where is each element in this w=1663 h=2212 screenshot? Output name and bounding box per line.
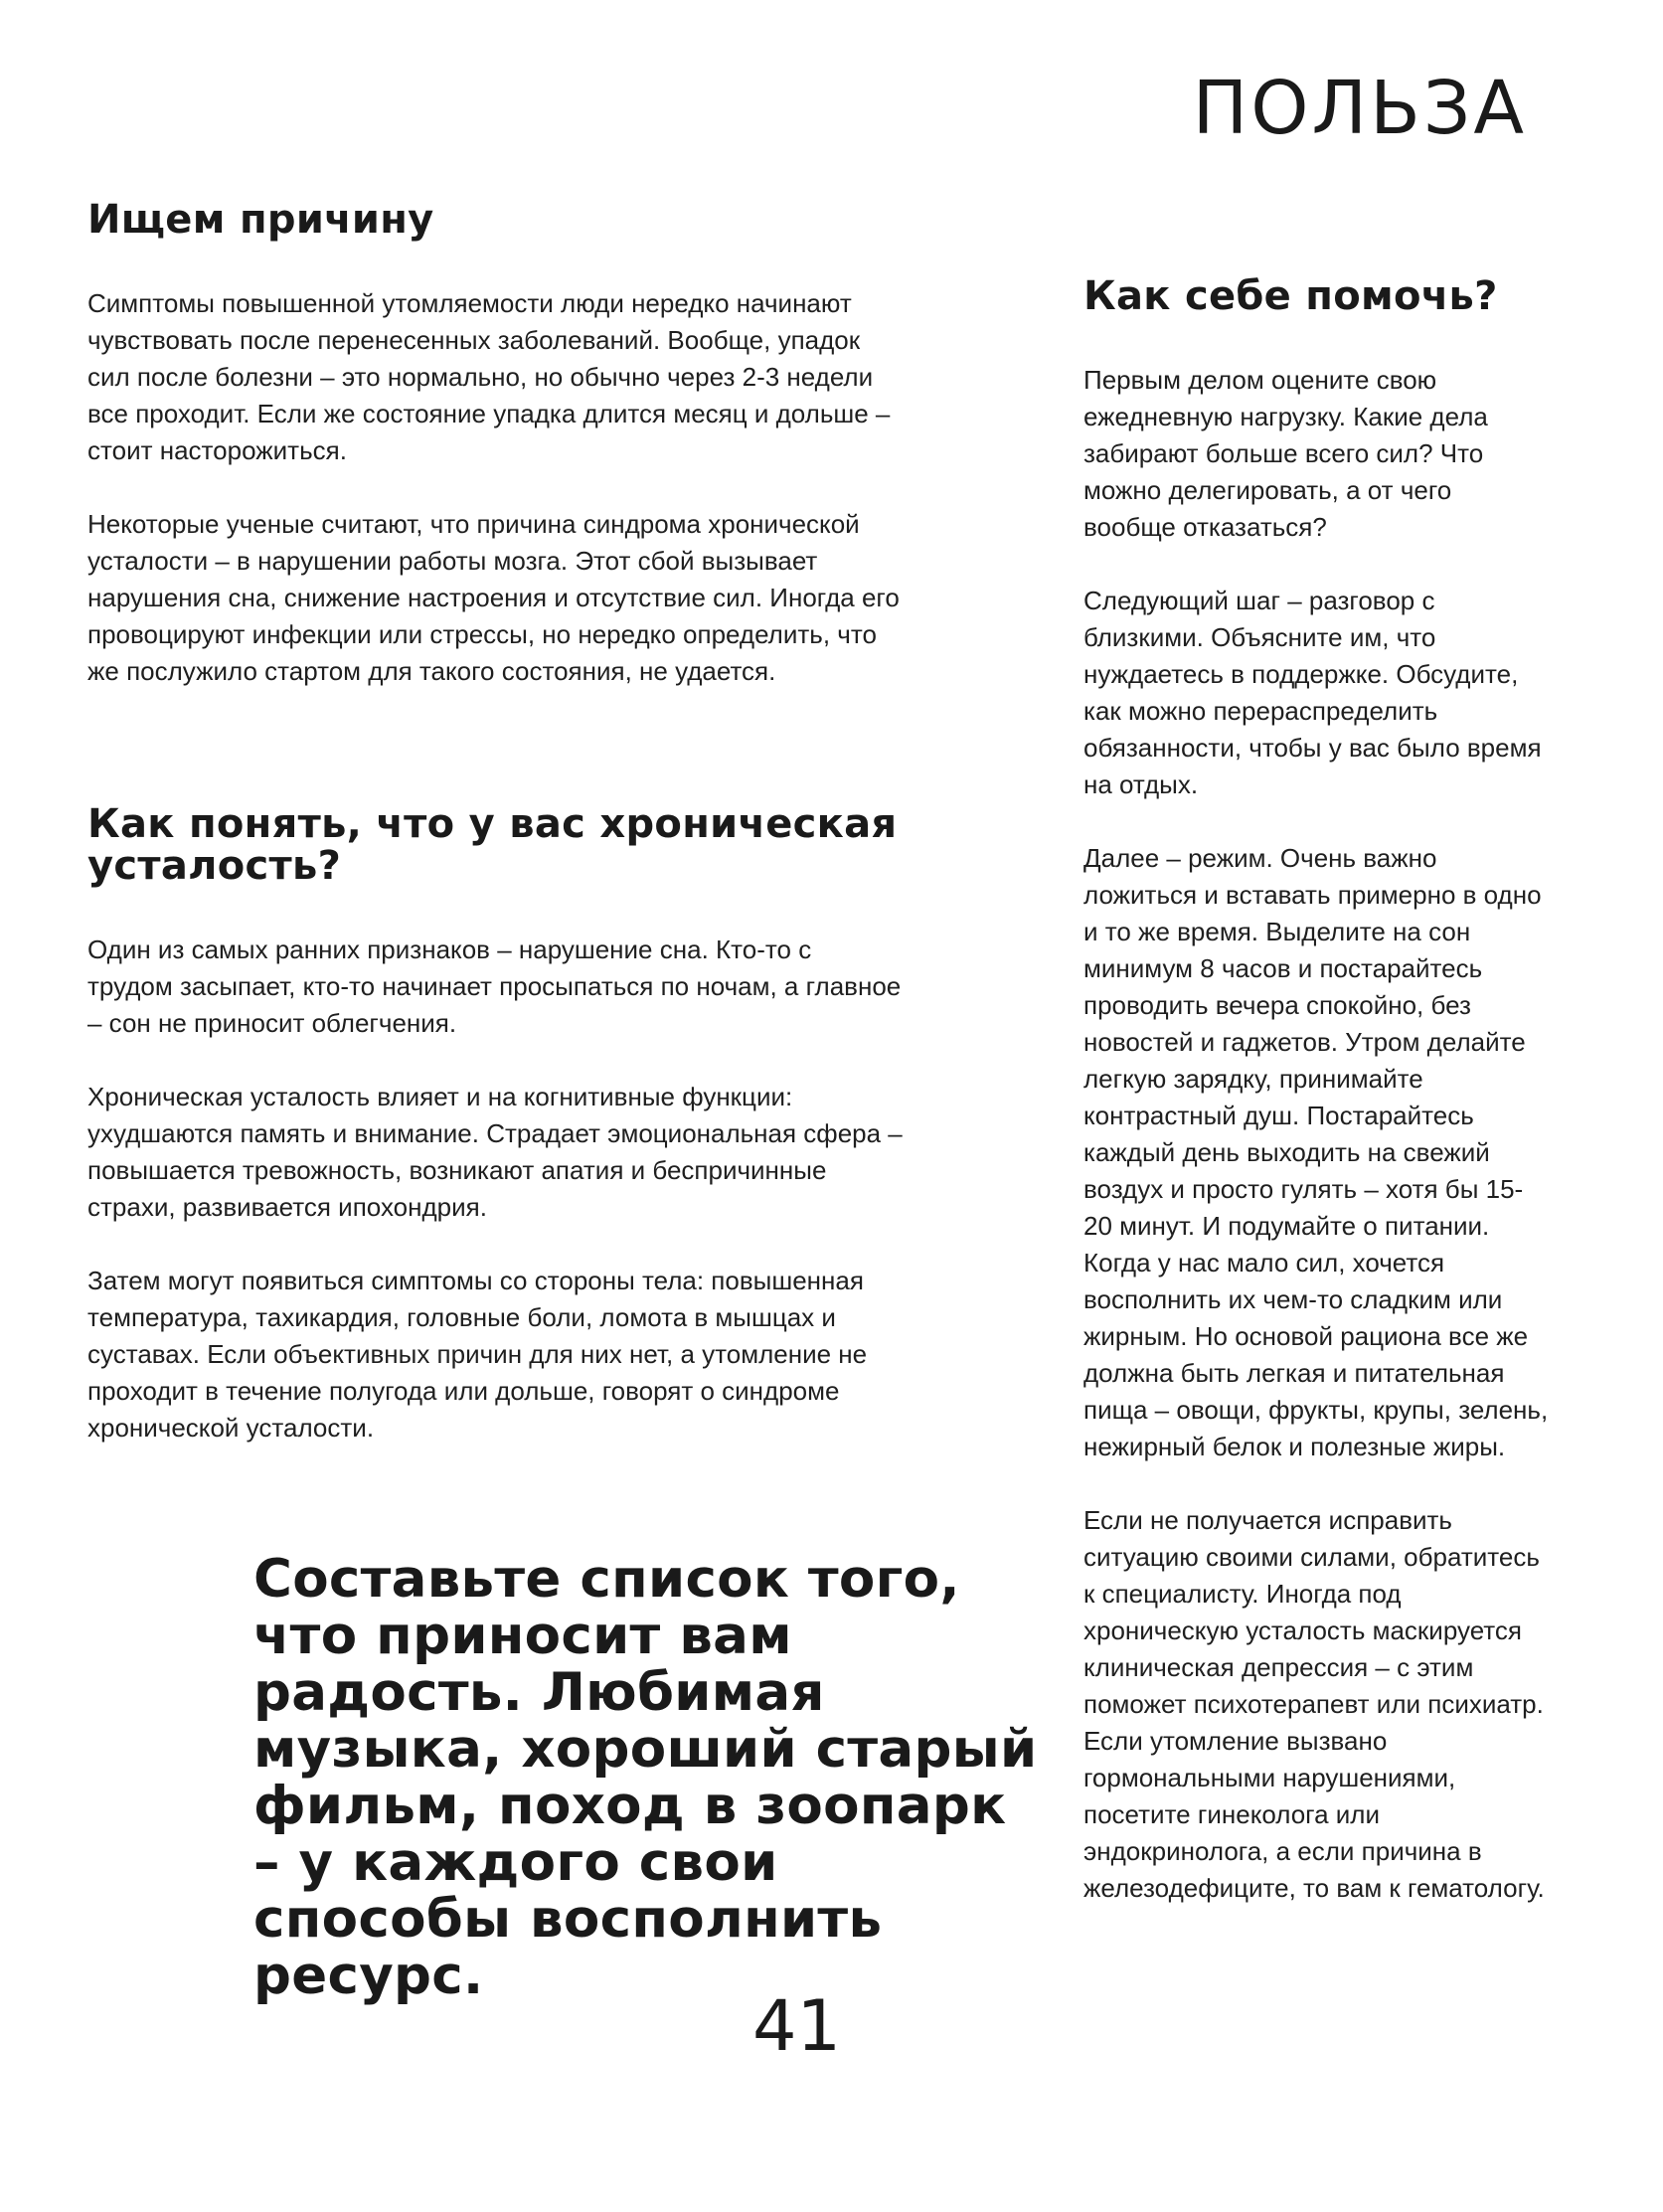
paragraph: Если не получается исправить ситуацию своими силами, обратитесь к специалисту. Иногда под хроническую усталость маскируется клиническая депрессия – с этим поможет психотерапевт или психиатр. Если утомление вызвано гормональными нарушениями, посетите гинеколога или эндокринолога, а если причина в железодефиците, то вам к гематологу. [1083,1505,1545,1903]
paragraph: Затем могут появиться симптомы со стороны тела: повышенная температура, тахикардия, головные боли, ломота в мышцах и суставах. Если объективных причин для них нет, а утомление не проходит в течение полугода или дольше, говорят о синдроме хронической усталости. [87,1266,868,1443]
heading-symptoms: Как понять, что у вас хроническая усталость? [87,801,898,889]
heading-help: Как себе помочь? [1083,273,1498,319]
paragraph: Следующий шаг – разговор с близкими. Объясните им, что нуждаетесь в поддержке. Обсудите, как можно перераспределить обязанности, чтобы у вас было время на отдых. [1083,586,1542,799]
paragraph: Хроническая усталость влияет и на когнитивные функции: ухудшаются память и внимание. Страдает эмоциональная сфера – повышается тревожность, возникают апатия и беспричинные страхи, развивается ипохондрия. [87,1082,903,1222]
page-number: 41 [752,1985,842,2067]
heading-cause: Ищем причину [87,197,434,243]
paragraph: Некоторые ученые считают, что причина синдрома хронической усталости – в нарушении работы мозга. Этот сбой вызывает нарушения сна, снижение настроения и отсутствие сил. Иногда его провоцируют инфекции или стрессы, но нередко определить, что же послужило стартом для такого состояния, не удается. [87,509,900,686]
section-label: ПОЛЬЗА [1192,66,1527,151]
paragraph: Один из самых ранних признаков – нарушение сна. Кто-то с трудом засыпает, кто-то начинает просыпаться по ночам, а главное – сон не приносит облегчения. [87,935,902,1038]
paragraph: Первым делом оцените свою ежедневную нагрузку. Какие дела забирают больше всего сил? Что можно делегировать, а от чего вообще отказаться? [1083,365,1488,542]
paragraph: Далее – режим. Очень важно ложиться и вставать примерно в одно и то же время. Выделите на сон минимум 8 часов и постарайтесь проводить вечера спокойно, без новостей и гаджетов. Утром делайте легкую зарядку, принимайте контрастный душ. Постарайтесь каждый день выходить на свежий воздух и просто гулять – хотя бы 15-20 минут. И подумайте о питании. Когда у нас мало сил, хочется восполнить их чем-то сладким или жирным. Но основой рациона все же должна быть легкая и питательная пища – овощи, фрукты, крупы, зелень, нежирный белок и полезные жиры. [1083,843,1549,1461]
left-column [87,199,903,1446]
pull-quote: Составьте список того, что приносит вам радость. Любимая музыка, хороший старый фильм, поход в зоопарк – у каждого свои способы восполнить ресурс. [253,1549,1038,2006]
right-column [1083,275,1551,1907]
paragraph: Симптомы повышенной утомляемости люди нередко начинают чувствовать после перенесенных заболеваний. Вообще, упадок сил после болезни – это нормально, но обычно через 2-3 недели все проходит. Если же состояние упадка длится месяц и дольше – стоит насторожиться. [87,288,891,465]
